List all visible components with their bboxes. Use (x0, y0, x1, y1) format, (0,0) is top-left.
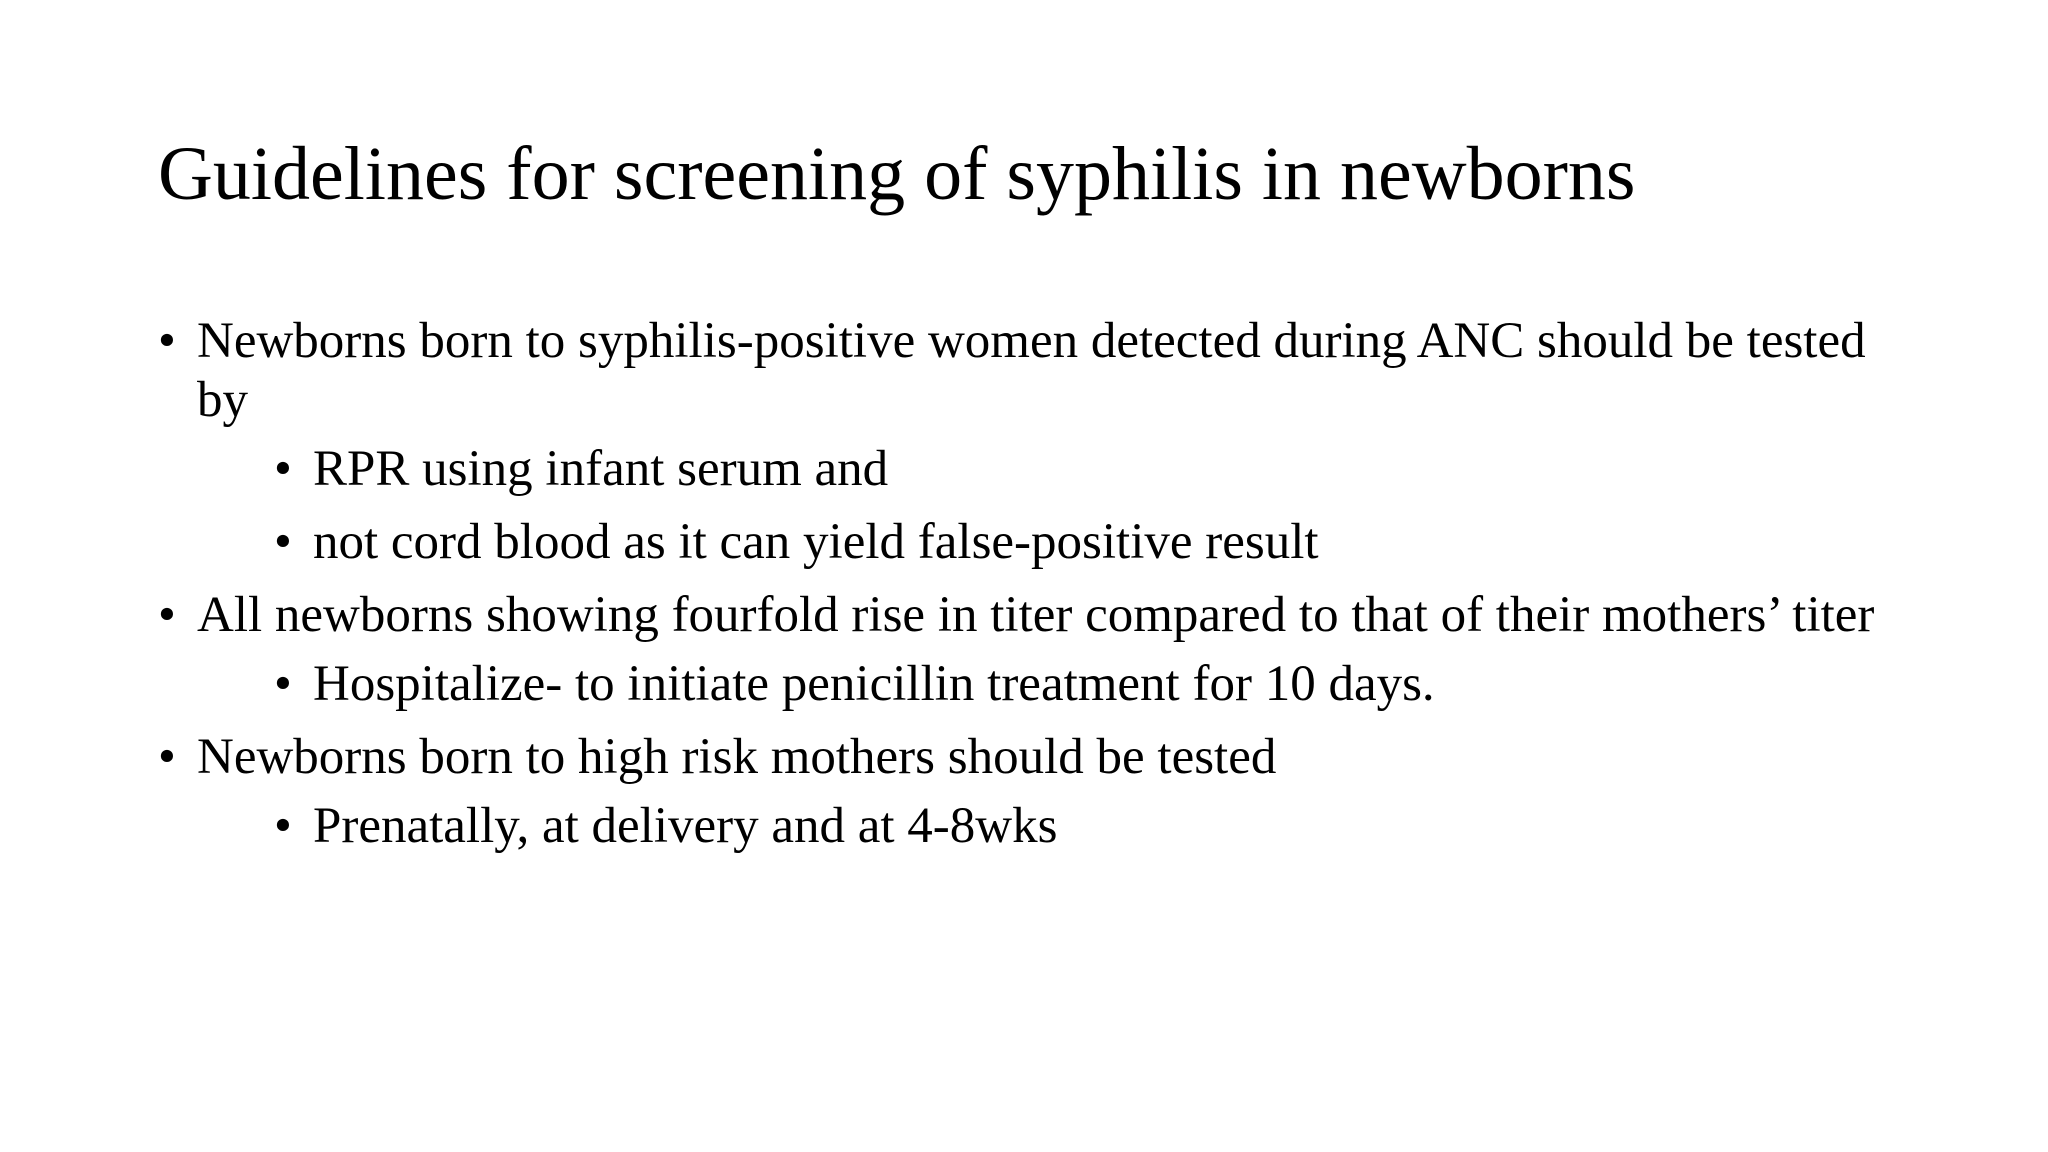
sub-bullet-dot-icon: • (274, 514, 292, 570)
sub-bullet-item (197, 440, 1918, 499)
sub-bullet-dot-icon: • (274, 441, 292, 497)
bullet-item (158, 728, 1918, 856)
sub-bullet-item (197, 797, 1918, 856)
bullet-text: All newborns showing fourfold rise in titer compared to that of their mothers’ titer (197, 587, 1875, 643)
bullet-dot-icon: • (158, 729, 176, 785)
sub-bullet-dot-icon: • (274, 798, 292, 854)
sub-bullet-text: Hospitalize- to initiate penicillin treatment for 10 days. (313, 656, 1435, 712)
sub-bullet-list (197, 655, 1918, 714)
bullet-dot-icon: • (158, 587, 176, 643)
sub-bullet-list (197, 797, 1918, 856)
sub-bullet-item (197, 513, 1918, 572)
bullet-item (158, 586, 1918, 714)
bullet-dot-icon: • (158, 313, 176, 369)
bullet-text: Newborns born to syphilis-positive women detected during ANC should be tested by (197, 313, 1866, 428)
slide-title: Guidelines for screening of syphilis in newborns (158, 132, 1636, 216)
sub-bullet-list (197, 440, 1918, 572)
bullet-list (158, 312, 1918, 856)
sub-bullet-text: not cord blood as it can yield false-positive result (313, 514, 1319, 570)
sub-bullet-text: RPR using infant serum and (313, 441, 889, 497)
sub-bullet-text: Prenatally, at delivery and at 4-8wks (313, 798, 1058, 854)
bullet-item (158, 312, 1918, 572)
sub-bullet-item (197, 655, 1918, 714)
bullet-text: Newborns born to high risk mothers should be tested (197, 729, 1277, 785)
sub-bullet-dot-icon: • (274, 656, 292, 712)
